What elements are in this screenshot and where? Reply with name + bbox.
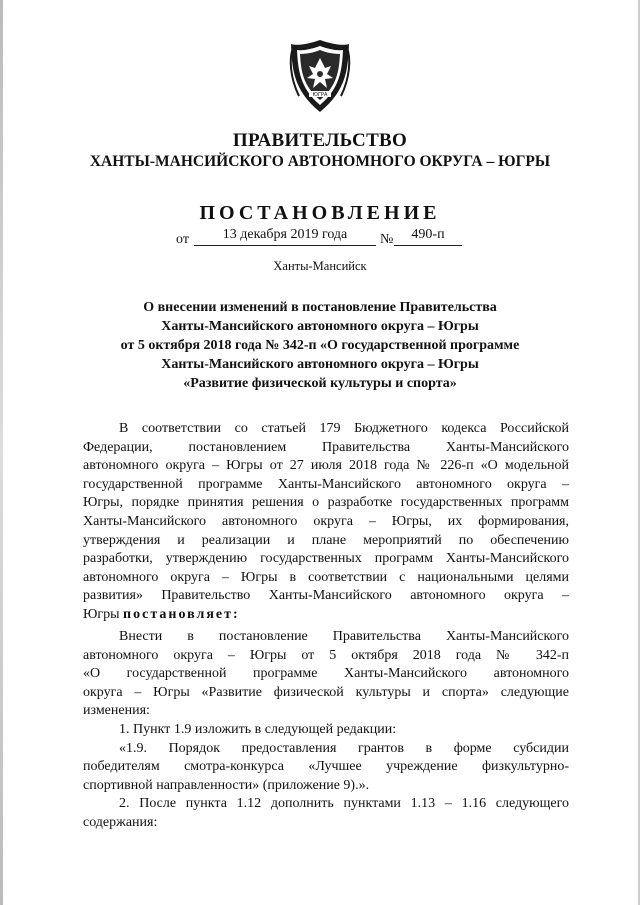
text-line: победителям смотра-конкурса «Лучшее учреждение физкультурно- xyxy=(83,759,569,775)
text-line: Ханты-Мансийского автономного округа – Югры, их формирования, xyxy=(83,513,569,529)
text-line: автономного округа – Югры от 5 октября 2018 года № 342-п xyxy=(83,647,569,663)
text-line: «О государственной программе Ханты-Мансийского автономного xyxy=(83,666,569,682)
number-sign: № xyxy=(380,232,394,247)
document-title xyxy=(80,298,560,393)
preamble-paragraph xyxy=(83,420,569,625)
text-line: 1. Пункт 1.9 изложить в следующей редакции: xyxy=(119,721,397,737)
text-line: округа – Югры «Развитие физической культуры и спорта» следующие xyxy=(83,684,569,700)
document-number: 490-п xyxy=(411,227,445,242)
city: Ханты-Мансийск xyxy=(273,259,367,273)
text-line: утверждения и реализации и плане мероприятий по обеспечению xyxy=(83,532,569,548)
date-prefix: от xyxy=(176,232,189,247)
number-underline xyxy=(394,245,462,246)
title-line: Ханты-Мансийского автономного округа – Югры xyxy=(161,319,479,334)
title-line: от 5 октября 2018 года № 342-п «О государственной программе xyxy=(120,338,520,353)
coat-of-arms-icon xyxy=(287,38,353,114)
text-line: развития» Правительство Ханты-Мансийского автономного округа – xyxy=(83,588,569,604)
body-paragraph xyxy=(83,628,569,833)
text-line: В соответствии со статьей 179 Бюджетного кодекса Российской xyxy=(119,421,569,436)
text-line: автономного округа – Югры в соответствии с национальными целями xyxy=(83,569,569,585)
text-line: содержания: xyxy=(83,814,158,830)
text-line: Федерации, постановлением Правительства Ханты-Мансийского xyxy=(83,439,569,455)
government-subtitle: ХАНТЫ-МАНСИЙСКОГО АВТОНОМНОГО ОКРУГА – ЮГРЫ xyxy=(89,153,551,170)
text-line: автономного округа – Югры от 27 июля 2018 года № 226-п «О модельной xyxy=(83,458,569,474)
text-line: спортивной направленности» (приложение 9).». xyxy=(83,777,370,793)
document-date: 13 декабря 2019 года xyxy=(222,227,348,242)
text-line: Югры, порядке принятия решения о разработке государственных программ xyxy=(83,495,569,511)
text-line: 2. После пункта 1.12 дополнить пунктами 1.13 – 1.16 следующего xyxy=(119,796,569,812)
preamble-last-word: Югры xyxy=(83,606,120,622)
document-type: ПОСТАНОВЛЕНИЕ xyxy=(199,202,441,224)
text-line: изменения: xyxy=(83,703,150,719)
text-line: государственной программе Ханты-Мансийского автономного округа – xyxy=(83,476,569,492)
title-line: Ханты-Мансийского автономного округа – Югры xyxy=(161,357,479,372)
title-line: О внесении изменений в постановление Правительства xyxy=(143,300,497,315)
government-title: ПРАВИТЕЛЬСТВО xyxy=(232,130,408,151)
decree-word: постановляет: xyxy=(123,606,240,622)
title-line: «Развитие физической культуры и спорта» xyxy=(183,376,457,391)
text-line: «1.9. Порядок предоставления грантов в форме субсидии xyxy=(119,740,569,756)
svg-text:ЮГРА: ЮГРА xyxy=(312,92,328,98)
text-line: разработки, утверждению государственных программ Ханты-Мансийского xyxy=(83,551,569,567)
text-line xyxy=(83,606,569,625)
date-number-line xyxy=(170,227,470,250)
text-line: Внести в постановление Правительства Ханты-Мансийского xyxy=(119,629,569,644)
date-underline xyxy=(194,245,376,246)
